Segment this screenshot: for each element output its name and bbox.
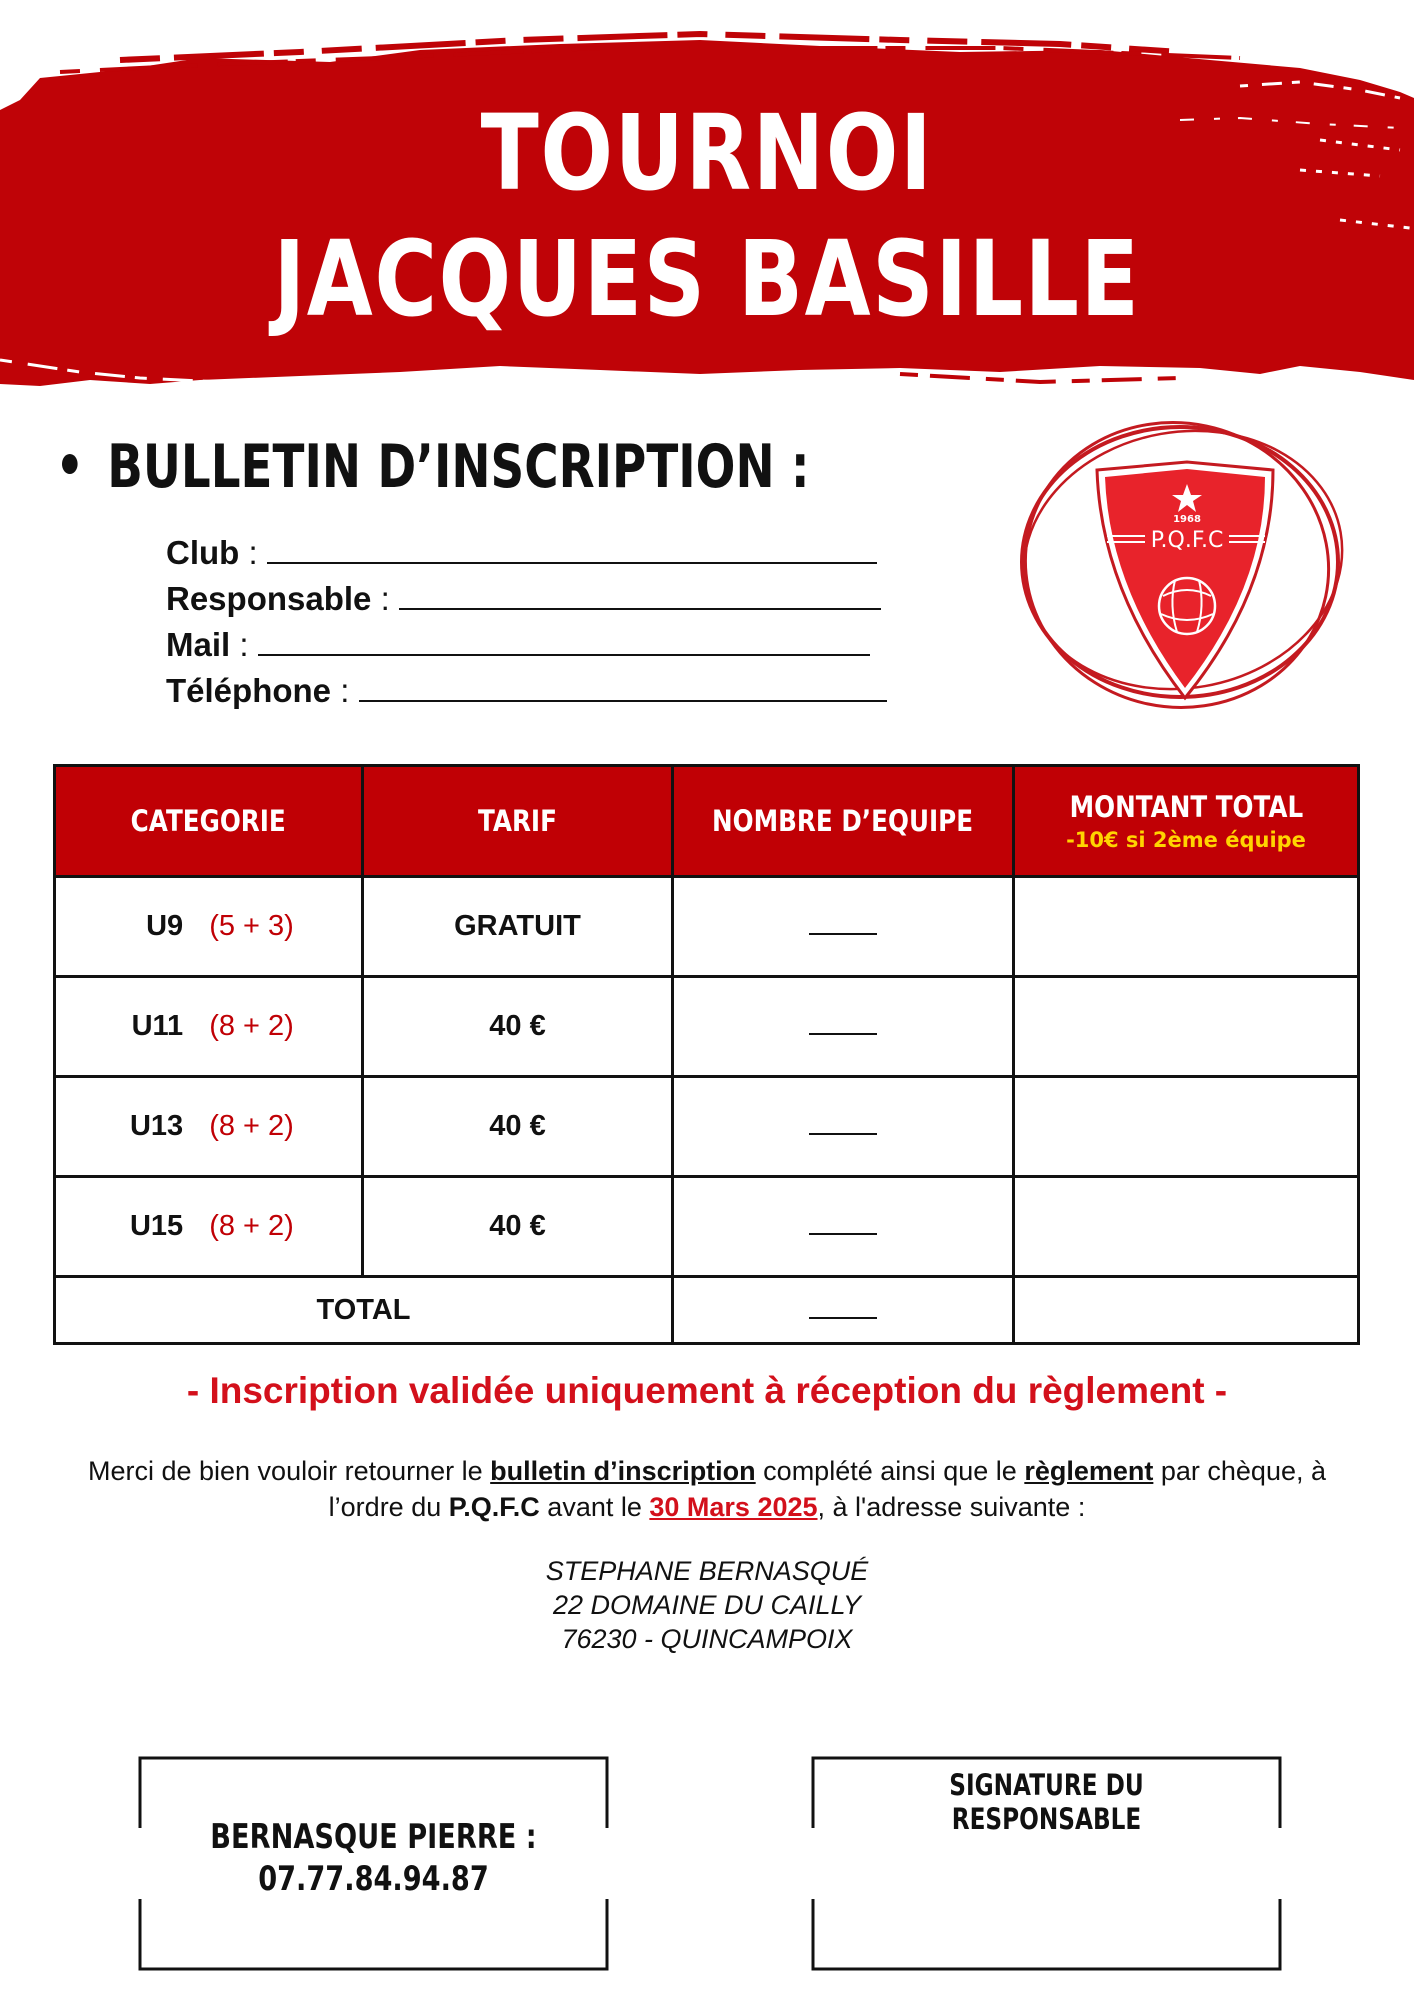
team-count-cell[interactable] <box>673 1177 1014 1277</box>
club-field[interactable]: Club : <box>166 530 887 576</box>
title-line-1: TOURNOI <box>480 92 934 214</box>
telephone-label: Téléphone <box>166 672 332 709</box>
contact-name: BERNASQUE PIERRE : <box>210 1817 537 1857</box>
amount-cell[interactable] <box>1014 877 1359 977</box>
category-cell: U9 (5 + 3) <box>55 877 363 977</box>
team-count-cell[interactable] <box>673 877 1014 977</box>
signature-box[interactable] <box>811 1756 1282 1971</box>
responsable-field[interactable]: Responsable : <box>166 576 887 622</box>
address-line-3: 76230 - QUINCAMPOIX <box>561 1624 853 1654</box>
telephone-line[interactable] <box>359 670 887 702</box>
price-cell: 40 € <box>363 977 673 1077</box>
deadline-date: 30 Mars 2025 <box>649 1492 818 1522</box>
signature-label: SIGNATURE DU RESPONSABLE <box>949 1768 1144 1836</box>
table-total-row <box>55 1277 1359 1344</box>
table-row <box>55 977 1359 1077</box>
logo-name: P.Q.F.C <box>1150 528 1224 553</box>
form-fields <box>166 530 887 714</box>
logo-year: 1968 <box>1173 514 1201 525</box>
montant-note: -10€ si 2ème équipe <box>1066 828 1306 852</box>
category-cell: U11 (8 + 2) <box>55 977 363 1077</box>
form-heading <box>62 432 810 502</box>
team-count-cell[interactable] <box>673 1077 1014 1177</box>
mail-line[interactable] <box>258 624 870 656</box>
table-header-row <box>55 766 1359 877</box>
mail-label: Mail <box>166 626 231 663</box>
mail-field[interactable]: Mail : <box>166 622 887 668</box>
header-tarif: TARIF <box>363 766 673 877</box>
header-categorie: CATEGORIE <box>55 766 363 877</box>
validation-notice: - Inscription validée uniquement à réception du règlement - <box>186 1370 1228 1411</box>
club-logo <box>1005 400 1350 730</box>
header-nombre-equipe: NOMBRE D’EQUIPE <box>673 766 1014 877</box>
responsable-line[interactable] <box>399 578 881 610</box>
club-label: Club <box>166 534 240 571</box>
amount-cell[interactable] <box>1014 1077 1359 1177</box>
table-row <box>55 1077 1359 1177</box>
total-label: TOTAL <box>55 1277 673 1344</box>
team-count-cell[interactable] <box>673 977 1014 1077</box>
amount-cell[interactable] <box>1014 977 1359 1077</box>
contact-phone: 07.77.84.94.87 <box>258 1859 489 1899</box>
table-row <box>55 1177 1359 1277</box>
price-cell: 40 € <box>363 1177 673 1277</box>
price-cell: 40 € <box>363 1077 673 1177</box>
logo-graphic <box>1005 400 1350 730</box>
price-cell: GRATUIT <box>363 877 673 977</box>
address-line-1: STEPHANE BERNASQUÉ <box>545 1556 869 1586</box>
form-heading-text: BULLETIN D’INSCRIPTION : <box>107 432 810 502</box>
mailing-address <box>0 1554 1414 1656</box>
total-count-cell[interactable] <box>673 1277 1014 1344</box>
address-line-2: 22 DOMAINE DU CAILLY <box>552 1590 862 1620</box>
amount-cell[interactable] <box>1014 1177 1359 1277</box>
header-montant-total: MONTANT TOTAL -10€ si 2ème équipe <box>1014 766 1359 877</box>
title-line-2: JACQUES BASILLE <box>273 218 1141 340</box>
responsable-label: Responsable <box>166 580 372 617</box>
registration-table <box>53 764 1360 1345</box>
category-cell: U15 (8 + 2) <box>55 1177 363 1277</box>
total-amount-cell[interactable] <box>1014 1277 1359 1344</box>
telephone-field[interactable]: Téléphone : <box>166 668 887 714</box>
category-cell: U13 (8 + 2) <box>55 1077 363 1177</box>
instructions-paragraph: Merci de bien vouloir retourner le bulletin d’inscription complété ainsi que le règlement par chèque, à l’ordre du P.Q.F.C avant le 30 Mars 2025, à l'adresse suivante : <box>87 1456 1327 1522</box>
contact-box <box>138 1756 609 1971</box>
club-line[interactable] <box>267 532 877 564</box>
bullet-icon <box>62 454 78 474</box>
table-row <box>55 877 1359 977</box>
